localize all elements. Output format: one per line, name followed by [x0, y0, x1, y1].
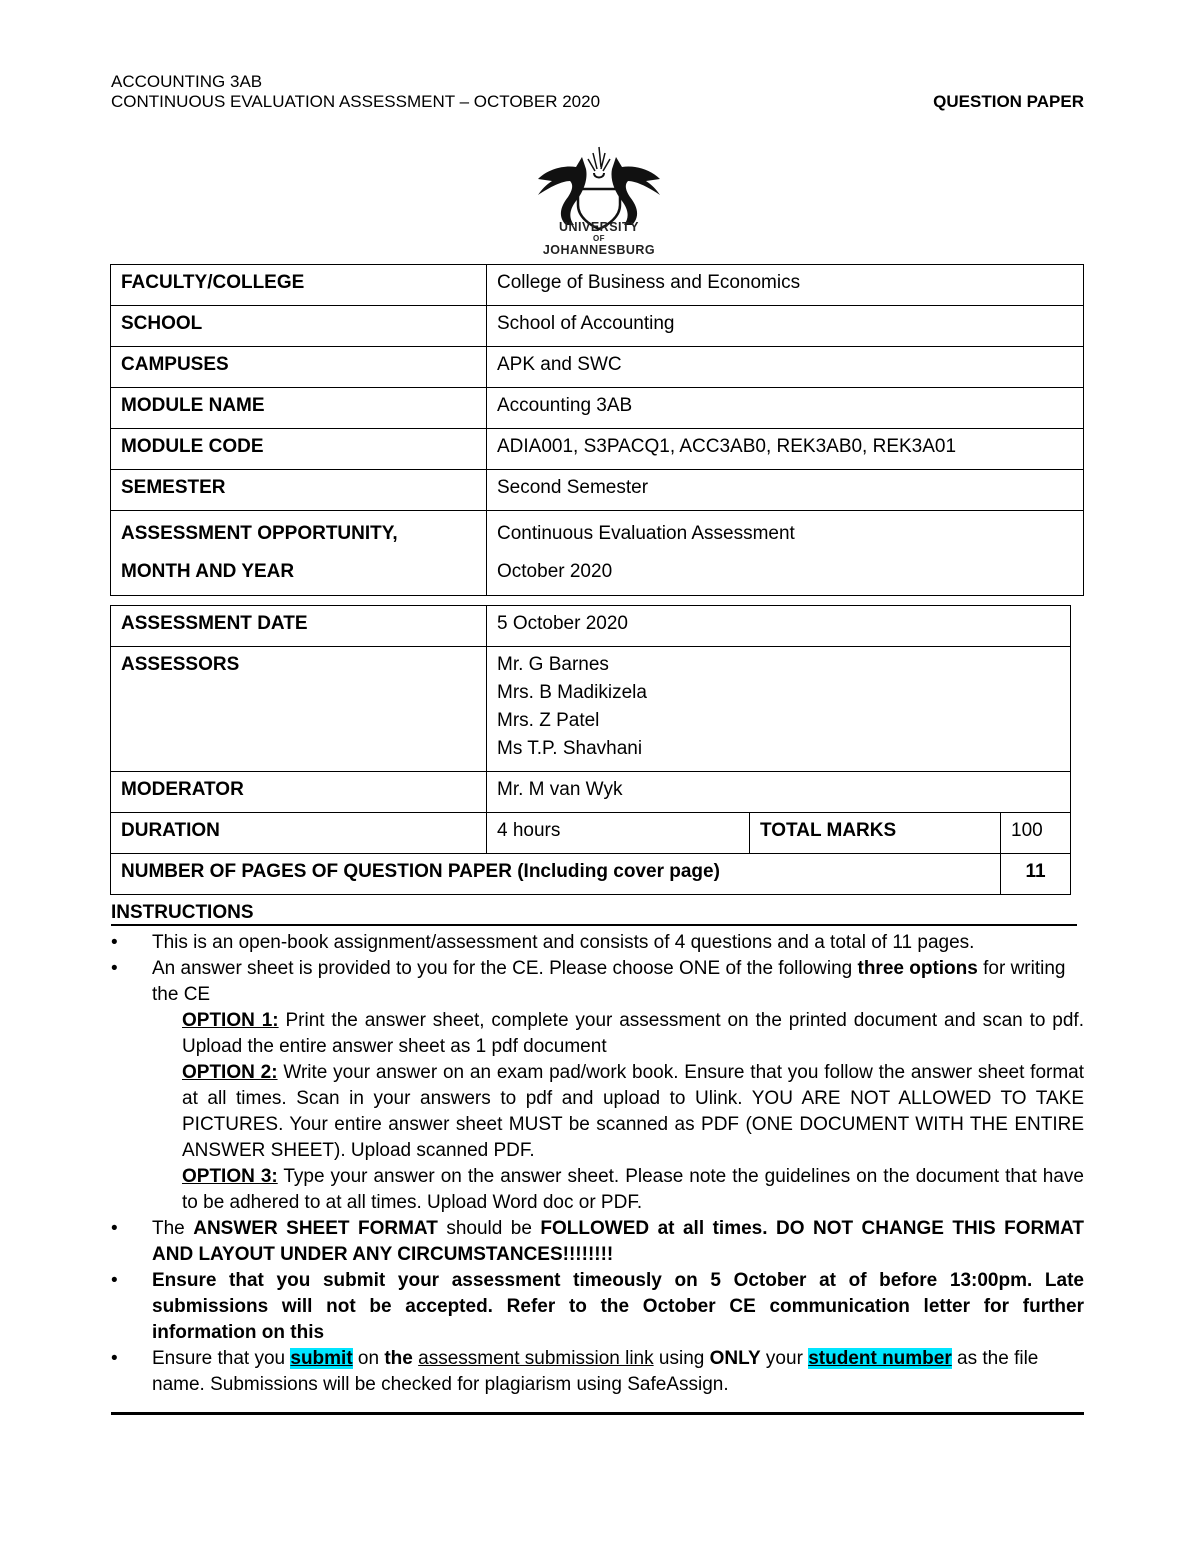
table-row — [111, 265, 1084, 306]
duration-label: DURATION — [111, 813, 487, 854]
list-item — [111, 1346, 1084, 1398]
row-label: SEMESTER — [111, 470, 487, 511]
logo-text-johannesburg: JOHANNESBURG — [542, 243, 656, 257]
option-text: Print the answer sheet, complete your assessment on the printed document and scan to pdf. Upload the entire answer sheet as 1 pdf document — [182, 1010, 1084, 1057]
row-label: FACULTY/COLLEGE — [111, 265, 487, 306]
option-2 — [111, 1060, 1084, 1164]
instructions-title: INSTRUCTIONS — [111, 900, 1077, 926]
total-marks-value: 100 — [1001, 813, 1071, 854]
assessor-name: Mrs. Z Patel — [497, 710, 600, 731]
instruction-text: Ensure that you — [152, 1348, 291, 1369]
highlight-submit: submit — [290, 1348, 353, 1369]
instruction-text: as the file name. Submissions will be checked for plagiarism using SafeAssign. — [152, 1348, 1039, 1395]
instruction-text: for writing the CE — [152, 958, 1066, 1005]
list-item — [111, 1268, 1084, 1346]
instruction-text: your — [760, 1348, 809, 1369]
row-label: MODULE CODE — [111, 429, 487, 470]
row-label: MODULE NAME — [111, 388, 487, 429]
logo-text-of: OF — [592, 234, 606, 243]
logo-text-university: UNIVERSITY — [558, 220, 639, 234]
instruction-text: on — [352, 1348, 385, 1369]
assessor-name: Mr. G Barnes — [497, 654, 609, 675]
highlight-student-number: student number — [808, 1348, 952, 1369]
instruction-bold: ANSWER SHEET FORMAT — [193, 1218, 438, 1239]
instructions-section — [111, 900, 1084, 1398]
row-value: ADIA001, S3PACQ1, ACC3AB0, REK3AB0, REK3A01 — [487, 429, 1084, 470]
table-row — [111, 606, 1071, 647]
table-row — [111, 306, 1084, 347]
instruction-text: The — [152, 1218, 194, 1239]
moderator-label: MODERATOR — [111, 772, 487, 813]
row-value: College of Business and Economics — [487, 265, 1084, 306]
opportunity-label-line2: MONTH AND YEAR — [121, 561, 295, 582]
assessors-label: ASSESSORS — [111, 647, 487, 772]
table-row — [111, 511, 1084, 596]
row-value: Accounting 3AB — [487, 388, 1084, 429]
instruction-bold: FOLLOWED at all times. DO NOT CHANGE THIS FORMAT AND LAYOUT UNDER ANY CIRCUMSTANCES!!!!!!!! — [152, 1218, 1084, 1265]
option-1 — [111, 1008, 1084, 1060]
duration-value: 4 hours — [487, 813, 750, 854]
row-value: APK and SWC — [487, 347, 1084, 388]
date-label: ASSESSMENT DATE — [111, 606, 487, 647]
row-value: School of Accounting — [487, 306, 1084, 347]
table-row — [111, 813, 1071, 854]
option-text: Type your answer on the answer sheet. Please note the guidelines on the document that have to be adhered to at all times. Upload Word doc or PDF. — [182, 1166, 1084, 1213]
opportunity-value-line1: Continuous Evaluation Assessment — [497, 523, 795, 544]
table-row — [111, 470, 1084, 511]
instruction-text: using — [653, 1348, 710, 1369]
assessor-name: Mrs. B Madikizela — [497, 682, 647, 703]
header-course: ACCOUNTING 3AB — [111, 72, 263, 91]
module-info-table — [110, 264, 1084, 596]
table-row — [111, 347, 1084, 388]
option-text: Write your answer on an exam pad/work book. Ensure that you follow the answer sheet format at all times. Scan in your answers to pdf and upload to Ulink. YOU ARE NOT ALLOWED TO TAKE PICTURES. Your entire answer sheet MUST be scanned as PDF (ONE DOCUMENT WITH THE ENTIRE ANSWER SHEET). Upload scanned PDF. — [182, 1062, 1085, 1161]
instruction-bold: Ensure that you submit your assessment timeously on 5 October at of before 13:00pm. Late submissions will not be accepted. Refer to the October CE communication letter for further information on this — [152, 1270, 1084, 1343]
instruction-text: An answer sheet is provided to you for the CE. Please choose ONE of the following — [152, 958, 858, 979]
total-marks-label: TOTAL MARKS — [750, 813, 1001, 854]
header-assessment: CONTINUOUS EVALUATION ASSESSMENT – OCTOBER 2020 — [111, 92, 601, 111]
option-label: OPTION 1: — [182, 1010, 279, 1031]
instruction-text: should be — [437, 1218, 541, 1239]
list-item — [111, 1216, 1084, 1268]
instructions-list — [111, 930, 1084, 1398]
row-label — [111, 511, 487, 596]
submission-link[interactable]: assessment submission link — [418, 1348, 654, 1369]
list-item — [111, 930, 1084, 956]
table-row — [111, 772, 1071, 813]
date-value: 5 October 2020 — [487, 606, 1071, 647]
table-row — [111, 388, 1084, 429]
option-3 — [111, 1164, 1084, 1216]
table-row — [111, 429, 1084, 470]
instruction-bold: the — [384, 1348, 413, 1369]
row-label: CAMPUSES — [111, 347, 487, 388]
option-label: OPTION 2: — [182, 1062, 278, 1083]
instruction-bold: ONLY — [709, 1348, 761, 1369]
pages-label: NUMBER OF PAGES OF QUESTION PAPER (Including cover page) — [111, 854, 1001, 895]
table-row — [111, 647, 1071, 772]
instruction-text: This is an open-book assignment/assessment and consists of 4 questions and a total of 11 pages. — [152, 932, 975, 953]
pages-value: 11 — [1001, 854, 1071, 895]
row-value — [487, 511, 1084, 596]
end-divider — [111, 1412, 1084, 1415]
assessment-details-table — [110, 605, 1071, 895]
table-row — [111, 854, 1071, 895]
row-label: SCHOOL — [111, 306, 487, 347]
list-item — [111, 956, 1084, 1008]
assessor-name: Ms T.P. Shavhani — [497, 738, 643, 759]
moderator-value: Mr. M van Wyk — [487, 772, 1071, 813]
option-label: OPTION 3: — [182, 1166, 278, 1187]
instruction-bold: three options — [857, 958, 978, 979]
opportunity-label-line1: ASSESSMENT OPPORTUNITY, — [121, 523, 398, 544]
opportunity-value-line2: October 2020 — [497, 561, 613, 582]
assessors-value — [487, 647, 1071, 772]
header-paper-type: QUESTION PAPER — [933, 92, 1084, 111]
row-value: Second Semester — [487, 470, 1084, 511]
